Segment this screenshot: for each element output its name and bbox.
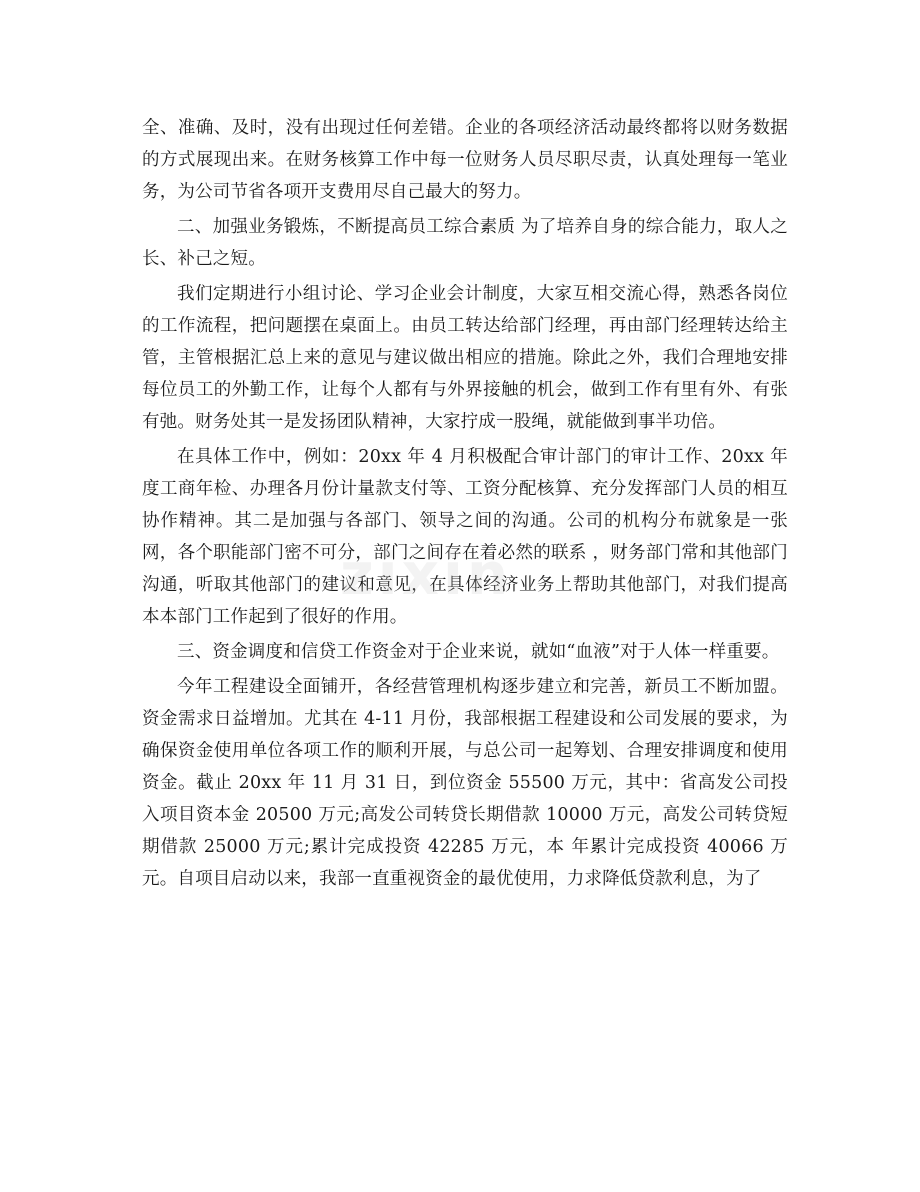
watermark-logo: zixin [340,540,513,608]
document-body [142,112,788,898]
paragraph-continuation: 全、准确、及时，没有出现过任何差错。企业的各项经济活动最终都将以财务数据的方式展现出来。在财务核算工作中每一位财务人员尽职尽责，认真处理每一笔业务，为公司节省各项开支费用尽自己最大的努力。 [142,118,788,202]
paragraph-section-two-heading: 二、加强业务锻炼，不断提高员工综合素质 为了培养自身的综合能力，取人之长、补己之短。 [142,217,788,269]
paragraph-capital-details: 今年工程建设全面铺开，各经营管理机构逐步建立和完善，新员工不断加盟。资金需求日益增加。尤其在 4-11 月份，我部根据工程建设和公司发展的要求，为确保资金使用单位各项工作的顺利开展，与总公司一起筹划、合理安排调度和使用资金。截止 20xx 年 11 月 31 日，到位资金 55500 万元，其中：省高发公司投入项目资本金 20500 万元;高发公司转贷长期借款 10000 万元，高发公司转贷短期借款 25000 万元;累计完成投资 42285 万元，本 年累计完成投资 40066 万元。自项目启动以来，我部一直重视资金的最优使用，力求降低贷款利息，为了 [142,677,788,889]
paragraph-specific-work: 在具体工作中，例如：20xx 年 4 月积极配合审计部门的审计工作、20xx 年度工商年检、办理各月份计量款支付等、工资分配核算、充分发挥部门人员的相互协作精神。其二是加强与各部门、领导之间的沟通。公司的机构分布就象是一张网，各个职能部门密不可分，部门之间存在着必然的联系 ，财务部门常和其他部门沟通，听取其他部门的建议和意见，在具体经济业务上帮助其他部门，对我们提高本本部门工作起到了很好的作用。 [142,447,788,627]
paragraph-section-three-heading: 三、资金调度和信贷工作资金对于企业来说，就如“血液”对于人体一样重要。 [177,642,780,662]
paragraph-team-discussion: 我们定期进行小组讨论、学习企业会计制度，大家互相交流心得，熟悉各岗位的工作流程，把问题摆在桌面上。由员工转达给部门经理，再由部门经理转达给主管，主管根据汇总上来的意见与建议做出相应的措施。除此之外，我们合理地安排每位员工的外勤工作，让每个人都有与外界接触的机会，做到工作有里有外、有张有弛。财务处其一是发扬团队精神，大家拧成一股绳，就能做到事半功倍。 [142,284,788,432]
